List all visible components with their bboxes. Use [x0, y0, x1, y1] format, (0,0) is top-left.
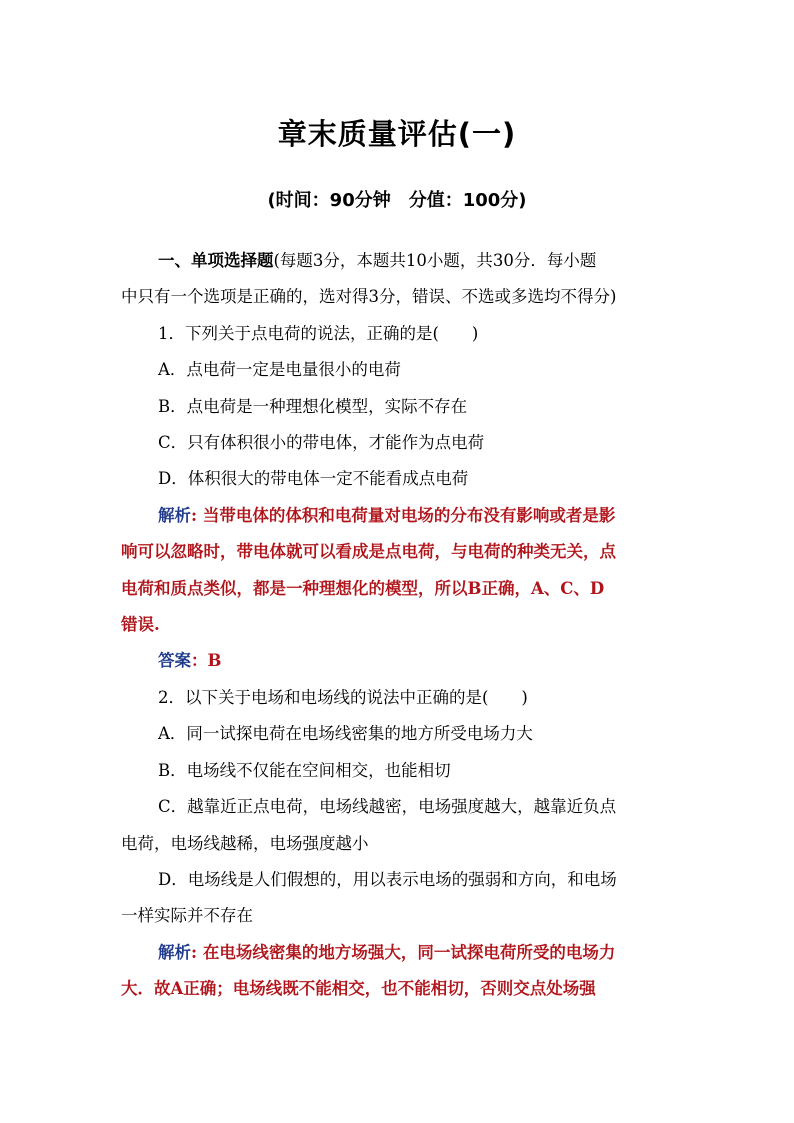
analysis-label: 解析	[158, 505, 191, 525]
section-heading: 一、单项选择题	[158, 251, 274, 270]
question-2-stem: 2．以下关于电场和电场线的说法中正确的是( )	[158, 687, 528, 707]
section-desc-2: 中只有一个选项是正确的，选对得3分，错误、不选或多选均不得分)	[121, 287, 617, 307]
question-2-analysis-line-1	[121, 935, 677, 971]
question-2-option-b: B．电场线不仅能在空间相交，也能相切	[158, 760, 451, 780]
answer-value: ：B	[191, 651, 222, 671]
analysis-text: : 在电场线密集的地方场强大，同一试探电荷所受的电场力	[191, 942, 616, 962]
question-2-analysis-line-2: 大．故A正确；电场线既不能相交，也不能相切，否则交点处场强	[121, 979, 596, 999]
exam-meta: (时间：90分钟 分值：100分)	[267, 190, 527, 211]
question-1-option-d: D．体积很大的带电体一定不能看成点电荷	[158, 469, 469, 489]
question-2-option-d-line-2: 一样实际并不存在	[121, 906, 253, 926]
question-2-option-a: A．同一试探电荷在电场线密集的地方所受电场力大	[158, 724, 533, 744]
analysis-label: 解析	[158, 942, 191, 962]
page-title: 章末质量评估(一)	[277, 117, 517, 151]
question-1-answer	[121, 643, 677, 679]
question-1-analysis-line-1	[121, 498, 677, 534]
section-heading-line	[121, 243, 677, 279]
question-1-option-a: A．点电荷一定是电量很小的电荷	[158, 360, 401, 380]
analysis-text: : 当带电体的体积和电荷量对电场的分布没有影响或者是影	[191, 505, 616, 525]
section-desc-line-2	[121, 279, 677, 315]
document-body	[121, 243, 677, 1008]
question-2-option-d-line-1: D．电场线是人们假想的，用以表示电场的强弱和方向，和电场	[158, 869, 617, 889]
question-2-option-c-line-2: 电荷，电场线越稀，电场强度越小	[121, 833, 369, 853]
question-2-option-c-line-1: C．越靠近正点电荷，电场线越密，电场强度越大，越靠近负点	[158, 797, 617, 817]
question-1-option-b: B．点电荷是一种理想化模型，实际不存在	[158, 396, 468, 416]
question-1-option-c: C．只有体积很小的带电体，才能作为点电荷	[158, 433, 485, 453]
question-1-analysis-line-2: 响可以忽略时，带电体就可以看成是点电荷，与电荷的种类无关，点	[121, 542, 616, 562]
question-1-stem: 1．下列关于点电荷的说法，正确的是( )	[158, 323, 479, 343]
question-1-analysis-line-3: 电荷和质点类似，都是一种理想化的模型，所以B正确，A、C、D	[121, 578, 605, 598]
section-desc-1: (每题3分，本题共10小题，共30分．每小题	[273, 251, 597, 270]
question-1-analysis-line-4: 错误.	[121, 615, 160, 635]
answer-label: 答案	[158, 651, 191, 671]
